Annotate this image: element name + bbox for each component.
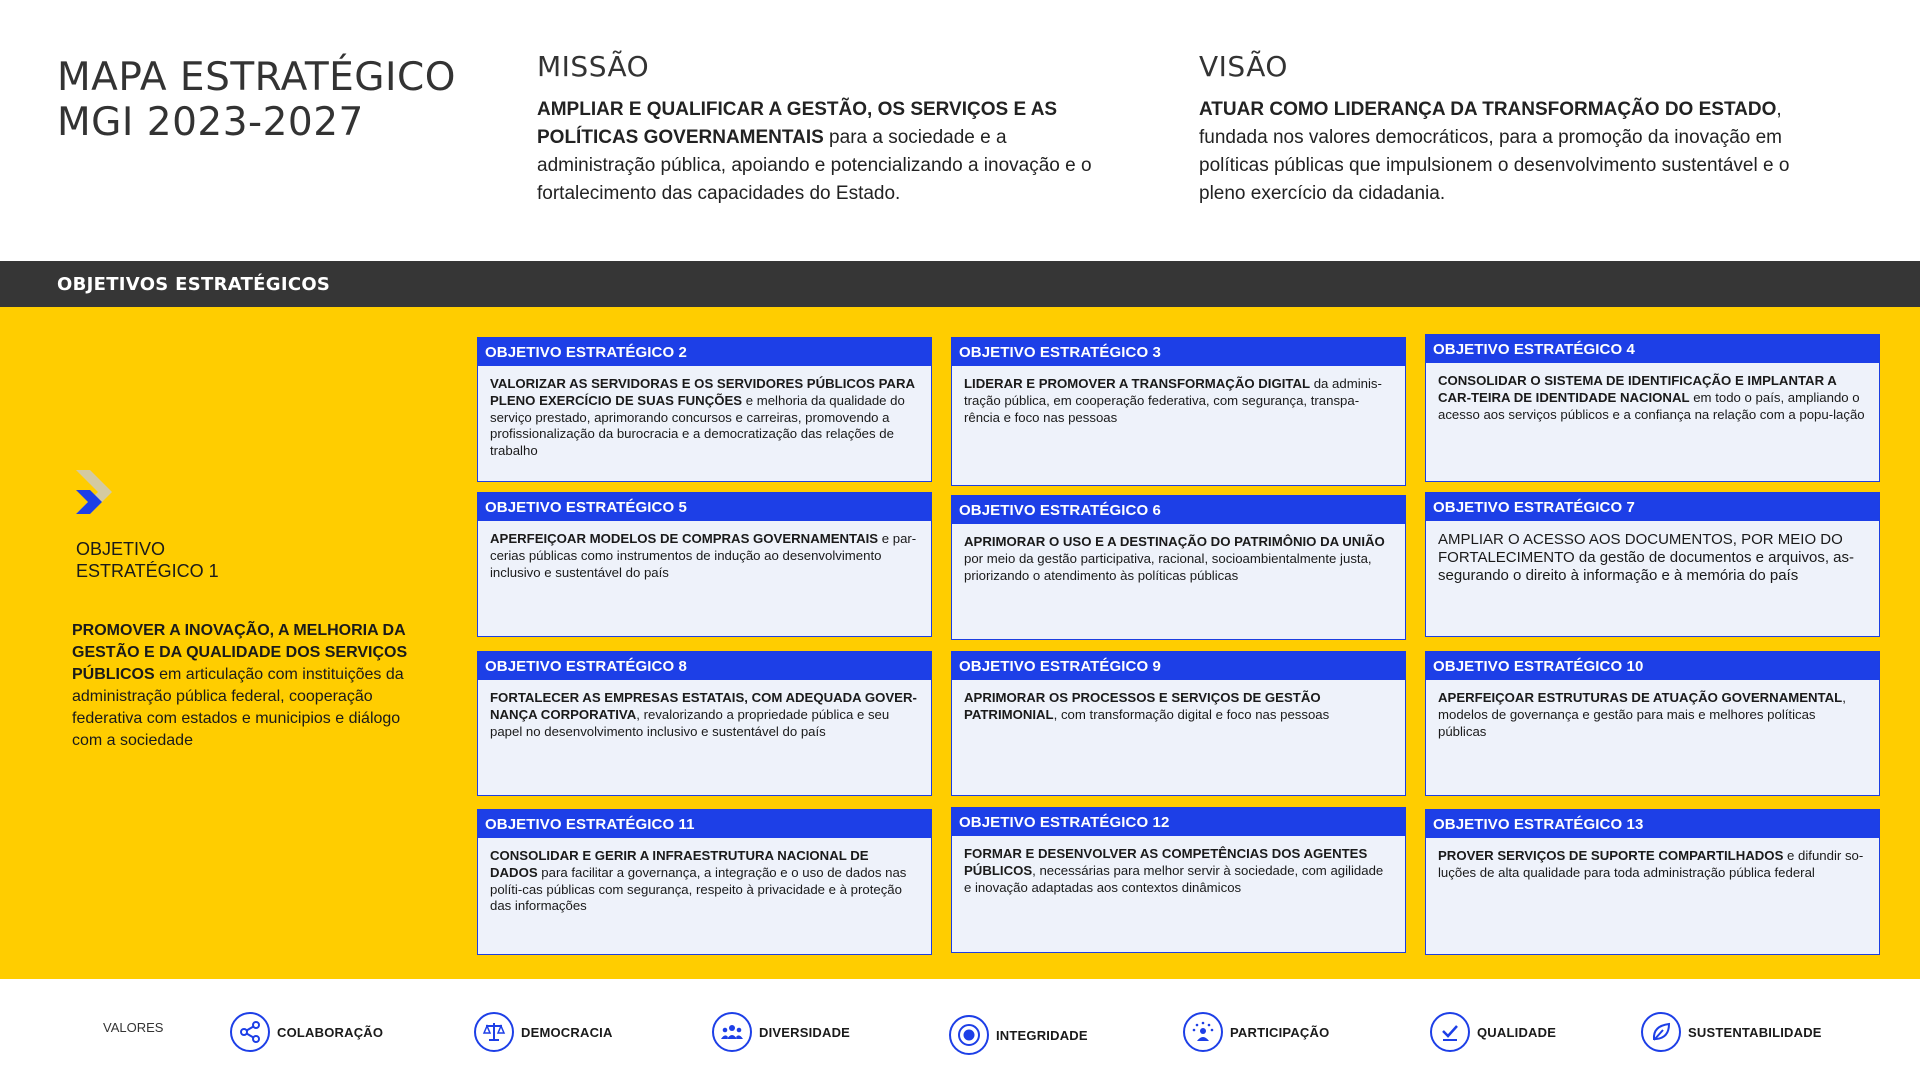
card-text-rest: por meio da gestão participativa, racional, socioambientalmente justa, priorizando o atendimento às políticas públicas <box>964 550 1372 583</box>
objectives-bar-label: OBJETIVOS ESTRATÉGICOS <box>57 274 331 295</box>
card-text-bold: CONSOLIDAR O SISTEMA DE IDENTIFICAÇÃO E IMPLANTAR A CAR-TEIRA DE IDENTIDADE NACIONAL <box>1438 373 1837 405</box>
card-title: OBJETIVO ESTRATÉGICO 7 <box>1426 493 1879 521</box>
value-label: INTEGRIDADE <box>996 1027 1088 1043</box>
card-title: OBJETIVO ESTRATÉGICO 5 <box>478 493 931 521</box>
objective-card-4 <box>1425 334 1880 482</box>
card-text <box>952 836 1405 896</box>
card-text-rest: e par-cerias públicas como instrumentos de indução ao desenvolvimento inclusivo e sustentável do país <box>490 531 917 580</box>
card-text-bold: CONSOLIDAR E GERIR A INFRAESTRUTURA NACIONAL DE DADOS <box>490 848 869 880</box>
card-text-rest: da adminis-tração pública, em cooperação federativa, com segurança, transpa-rência e foco nas pessoas <box>964 376 1382 425</box>
objective-1-text <box>72 620 422 752</box>
card-text-rest: para facilitar a governança, a integração e o uso de dados nas políti-cas públicas com segurança, respeito à privacidade e à proteção das informações <box>490 864 907 914</box>
share-icon <box>230 1012 270 1052</box>
scales-icon <box>474 1012 514 1052</box>
mission-text <box>537 96 1127 208</box>
card-title: OBJETIVO ESTRATÉGICO 9 <box>952 652 1405 680</box>
objective-card-12 <box>951 807 1406 953</box>
card-title: OBJETIVO ESTRATÉGICO 13 <box>1426 810 1879 838</box>
card-text-bold: FORMAR E DESENVOLVER AS COMPETÊNCIAS DOS AGENTES PÚBLICOS <box>964 846 1368 878</box>
people-icon <box>712 1012 752 1052</box>
card-text-bold: PROVER SERVIÇOS DE SUPORTE COMPARTILHADOS <box>1438 848 1784 863</box>
card-title: OBJETIVO ESTRATÉGICO 3 <box>952 338 1405 366</box>
value-label: SUSTENTABILIDADE <box>1688 1024 1822 1040</box>
card-text-bold: APRIMORAR O USO E A DESTINAÇÃO DO PATRIMÔNIO DA UNIÃO <box>964 534 1385 549</box>
vision-heading: VISÃO <box>1199 50 1288 83</box>
title-line-1: MAPA ESTRATÉGICO <box>57 55 456 100</box>
card-text <box>1426 363 1879 423</box>
card-text-rest: , revalorizando a propriedade pública e seu papel no desenvolvimento inclusivo e sustentável do país <box>490 706 890 739</box>
check-icon <box>1430 1012 1470 1052</box>
participation-icon <box>1183 1012 1223 1052</box>
card-text <box>1426 680 1879 740</box>
card-text-rest: e melhoria da qualidade do serviço prestado, aprimorando concursos e carreiras, promovendo a profissionalização da burocracia e a democratização das relações de trabalho <box>490 392 905 459</box>
card-title: OBJETIVO ESTRATÉGICO 12 <box>952 808 1405 836</box>
card-text <box>478 838 931 915</box>
card-text-rest: , necessárias para melhor servir à sociedade, com agilidade e inovação adaptadas aos contextos dinâmicos <box>964 862 1384 895</box>
value-diversidade <box>712 1011 850 1053</box>
card-text-rest: AMPLIAR O ACESSO AOS DOCUMENTOS, POR MEIO DO FORTALECIMENTO da gestão de documentos e arquivos, as-segurando o direito à informação e à memória do país <box>1438 531 1855 584</box>
page-title <box>57 55 456 145</box>
card-text <box>478 366 931 460</box>
objective-1-title-line-1: OBJETIVO <box>76 539 166 559</box>
values-label: VALORES <box>103 1020 164 1035</box>
vision-text-rest: , fundada nos valores democráticos, para a promoção da inovação em políticas públicas que impulsionem o desenvolvimento sustentável e o pleno exercício da cidadania. <box>1199 99 1790 204</box>
card-title: OBJETIVO ESTRATÉGICO 6 <box>952 496 1405 524</box>
card-text-rest: e difundir so-luções de alta qualidade para toda administração pública federal <box>1438 848 1864 880</box>
target-icon <box>949 1015 989 1055</box>
value-label: DIVERSIDADE <box>759 1024 851 1040</box>
card-title: OBJETIVO ESTRATÉGICO 8 <box>478 652 931 680</box>
value-label: COLABORAÇÃO <box>277 1024 384 1040</box>
objective-card-8 <box>477 651 932 796</box>
card-text <box>952 366 1405 426</box>
objectives-bar <box>0 261 1920 307</box>
card-text <box>478 521 931 581</box>
value-label: DEMOCRACIA <box>521 1024 613 1040</box>
card-text <box>952 524 1405 584</box>
mission-heading: MISSÃO <box>537 50 650 83</box>
objective-card-2 <box>477 337 932 482</box>
card-text-bold: APERFEIÇOAR MODELOS DE COMPRAS GOVERNAMENTAIS <box>490 531 879 546</box>
objective-1-text-rest: em articulação com instituições da administração pública federal, cooperação federativa com estados e municipios e diálogo com a sociedade <box>72 666 404 749</box>
objective-card-6 <box>951 495 1406 640</box>
card-text <box>1426 838 1879 882</box>
objective-card-11 <box>477 809 932 955</box>
value-colaboracao <box>230 1011 383 1053</box>
objective-1-title <box>76 538 376 582</box>
value-qualidade <box>1430 1011 1556 1053</box>
value-integridade <box>949 1014 1088 1056</box>
value-label: QUALIDADE <box>1477 1024 1557 1040</box>
vision-text-bold: ATUAR COMO LIDERANÇA DA TRANSFORMAÇÃO DO ESTADO <box>1199 99 1777 120</box>
card-title: OBJETIVO ESTRATÉGICO 10 <box>1426 652 1879 680</box>
objective-1-title-line-2: ESTRATÉGICO 1 <box>76 561 219 581</box>
mission-text-rest: para a sociedade e a administração pública, apoiando e potencializando a inovação e o fortalecimento das capacidades do Estado. <box>537 127 1092 204</box>
objective-card-9 <box>951 651 1406 796</box>
card-text-bold: APERFEIÇOAR ESTRUTURAS DE ATUAÇÃO GOVERNAMENTAL <box>1438 690 1843 705</box>
card-text <box>1426 521 1879 585</box>
card-text-rest: , com transformação digital e foco nas pessoas <box>1053 706 1330 722</box>
card-title: OBJETIVO ESTRATÉGICO 2 <box>478 338 931 366</box>
title-line-2: MGI 2023-2027 <box>57 100 364 145</box>
card-title: OBJETIVO ESTRATÉGICO 4 <box>1426 335 1879 363</box>
card-text-bold: LIDERAR E PROMOVER A TRANSFORMAÇÃO DIGITAL <box>964 376 1311 391</box>
mission-text-bold: AMPLIAR E QUALIFICAR A GESTÃO, OS SERVIÇOS E AS POLÍTICAS GOVERNAMENTAIS <box>537 99 1058 148</box>
value-democracia <box>474 1011 613 1053</box>
card-text-rest: , modelos de governança e gestão para mais e melhores políticas públicas <box>1438 690 1846 739</box>
card-text-rest: em todo o país, ampliando o acesso aos serviços públicos e a confiança na relação com a popu-lação <box>1438 389 1865 422</box>
card-text-bold: APRIMORAR OS PROCESSOS E SERVIÇOS DE GESTÃO PATRIMONIAL <box>964 690 1321 722</box>
objective-card-13 <box>1425 809 1880 955</box>
objective-1-text-bold: PROMOVER A INOVAÇÃO, A MELHORIA DA GESTÃO E DA QUALIDADE DOS SERVIÇOS PÚBLICOS <box>72 622 408 683</box>
card-text-bold: VALORIZAR AS SERVIDORAS E OS SERVIDORES PÚBLICOS PARA PLENO EXERCÍCIO DE SUAS FUNÇÕES <box>490 376 915 408</box>
card-text-bold: FORTALECER AS EMPRESAS ESTATAIS, COM ADEQUADA GOVER-NANÇA CORPORATIVA <box>490 690 917 722</box>
objective-card-7 <box>1425 492 1880 637</box>
objective-card-10 <box>1425 651 1880 796</box>
card-text <box>478 680 931 740</box>
objective-card-5 <box>477 492 932 637</box>
vision-text <box>1199 96 1839 208</box>
value-participacao <box>1183 1011 1329 1053</box>
chevron-arrow-icon <box>74 470 114 518</box>
value-sustentabilidade <box>1641 1011 1822 1053</box>
card-title: OBJETIVO ESTRATÉGICO 11 <box>478 810 931 838</box>
leaf-icon <box>1641 1012 1681 1052</box>
card-text <box>952 680 1405 724</box>
objective-card-3 <box>951 337 1406 486</box>
value-label: PARTICIPAÇÃO <box>1230 1024 1330 1040</box>
